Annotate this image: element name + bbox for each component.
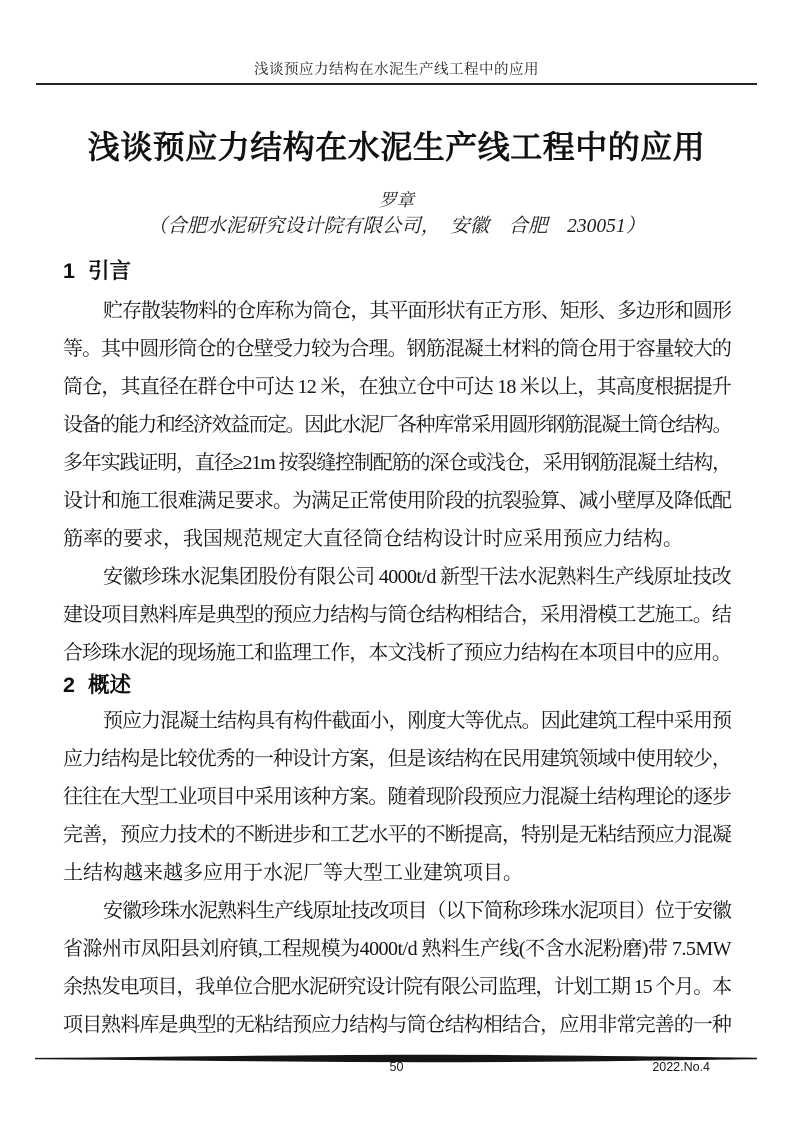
section	[63, 672, 731, 1044]
body-line: 项目熟料库是典型的无粘结预应力结构与筒仓结构相结合，应用非常完善的一种	[63, 1014, 731, 1036]
section-number: 2	[63, 673, 75, 697]
body-line: 贮存散装物料的仓库称为筒仓，其平面形状有正方形、矩形、多边形和圆形	[103, 300, 731, 322]
body-line: 安徽珍珠水泥集团股份有限公司 4000t/d 新型干法水泥熟料生产线原址技改	[103, 566, 731, 588]
header-rule	[36, 83, 757, 85]
section-heading	[63, 252, 731, 292]
body-line: 筒仓，其直径在群仓中可达 12 米，在独立仓中可达 18 米以上，其高度根据提升	[63, 376, 731, 398]
section-heading-label: 引言	[87, 259, 131, 283]
running-header: 浅谈预应力结构在水泥生产线工程中的应用	[254, 62, 539, 78]
issue-number: 2022.No.4	[652, 1060, 710, 1074]
section-heading	[63, 672, 731, 702]
body-line: 合珍珠水泥的现场施工和监理工作，本文浅析了预应力结构在本项目中的应用。	[63, 642, 731, 664]
body-line: 完善，预应力技术的不断进步和工艺水平的不断提高，特别是无粘结预应力混凝	[63, 824, 731, 846]
body-line: 多年实践证明，直径≥21m 按裂缝控制配筋的深仓或浅仓，采用钢筋混凝土结构，	[63, 452, 731, 474]
article-body	[63, 252, 731, 1044]
section	[63, 252, 731, 672]
article-title: 浅谈预应力结构在水泥生产线工程中的应用	[87, 129, 706, 165]
author-name: 罗章	[379, 190, 414, 210]
body-line: 省滁州市凤阳县刘府镇,工程规模为4000t/d 熟料生产线(不含水泥粉磨)带 7.5MW	[63, 938, 731, 960]
body-line: 建设项目熟料库是典型的预应力结构与筒仓结构相结合，采用滑模工艺施工。结	[63, 604, 731, 626]
section-heading-label: 概述	[87, 673, 131, 697]
body-line: 预应力混凝土结构具有构件截面小，刚度大等优点。因此建筑工程中采用预	[103, 710, 731, 732]
page-number: 50	[389, 1060, 404, 1074]
body-paragraph	[63, 892, 731, 1044]
body-line: 安徽珍珠水泥熟料生产线原址技改项目（以下简称珍珠水泥项目）位于安徽	[103, 900, 731, 922]
body-line: 等。其中圆形筒仓的仓壁受力较为合理。钢筋混凝土材料的筒仓用于容量较大的	[63, 338, 731, 360]
body-line: 余热发电项目，我单位合肥水泥研究设计院有限公司监理，计划工期 15 个月。本	[63, 976, 731, 998]
body-paragraph	[63, 292, 731, 558]
body-line: 设计和施工很难满足要求。为满足正常使用阶段的抗裂验算、减小壁厚及降低配	[63, 490, 731, 512]
body-paragraph	[63, 558, 731, 672]
author-affiliation: （合肥水泥研究设计院有限公司， 安徽 合肥 230051）	[147, 216, 646, 237]
body-line: 筋率的要求，我国规范规定大直径筒仓结构设计时应采用预应力结构。	[63, 528, 683, 550]
section-number: 1	[63, 259, 75, 283]
body-line: 设备的能力和经济效益而定。因此水泥厂各种库常采用圆形钢筋混凝土筒仓结构。	[63, 414, 731, 436]
body-paragraph	[63, 702, 731, 892]
body-line: 往往在大型工业项目中采用该种方案。随着现阶段预应力混凝土结构理论的逐步	[63, 786, 731, 808]
footer-rule	[35, 1050, 757, 1059]
body-line: 应力结构是比较优秀的一种设计方案，但是该结构在民用建筑领域中使用较少，	[63, 748, 731, 770]
body-line: 土结构越来越多应用于水泥厂等大型工业建筑项目。	[63, 862, 523, 884]
